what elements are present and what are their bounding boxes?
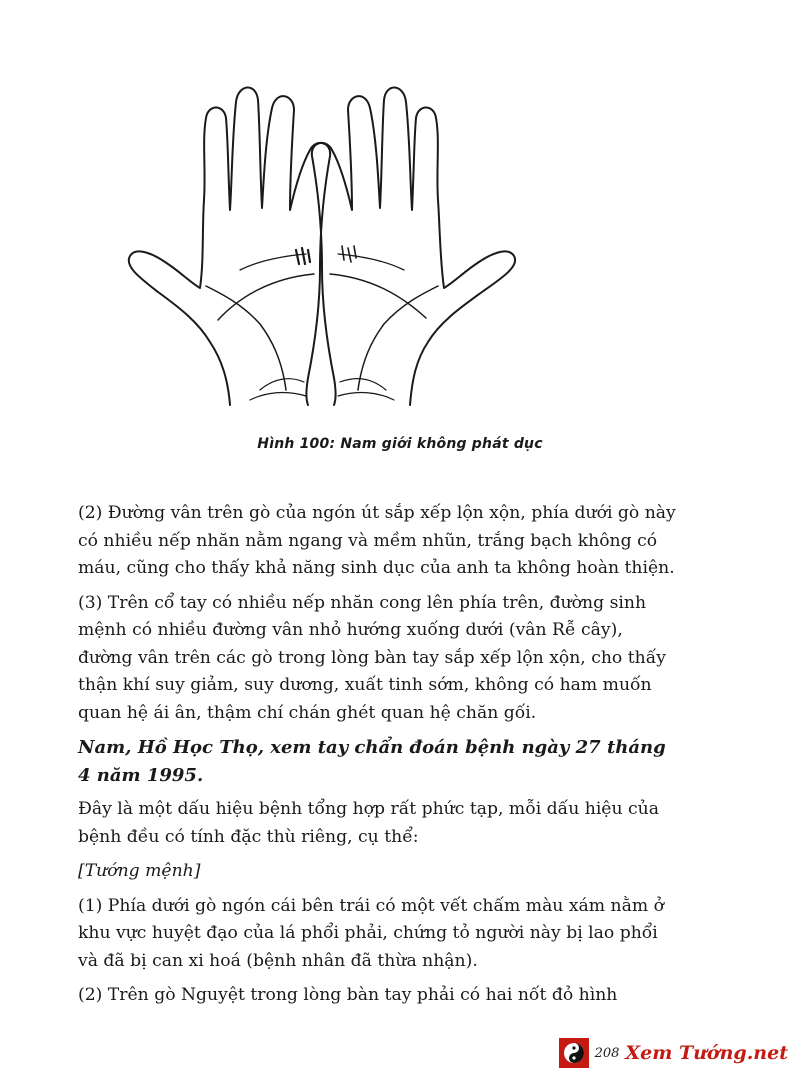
paragraph: Đây là một dấu hiệu bệnh tổng hợp rất phức tạp, mỗi dấu hiệu của bệnh đều có tính đặc thù riêng, cụ thể: (78, 799, 659, 847)
site-watermark (559, 1036, 788, 1070)
subsection-label: [Tướng mệnh] (78, 861, 201, 881)
left-hand (129, 87, 330, 405)
paragraph: (2) Đường vân trên gò của ngón út sắp xếp lộn xộn, phía dưới gò này có nhiều nếp nhăn nằm ngang và mềm nhũn, trắng bạch không có máu, cũng cho thấy khả năng sinh dục của anh ta không hoàn thiện. (78, 503, 676, 578)
palm-illustration (110, 60, 610, 420)
paragraph: (3) Trên cổ tay có nhiều nếp nhăn cong lên phía trên, đường sinh mệnh có nhiều đường vân nhỏ hướng xuống dưới (vân Rễ cây), đường vân trên các gò trong lòng bàn tay sắp xếp lộn xộn, cho thấy thận khí suy giảm, suy dương, xuất tinh sớm, không có ham muốn quan hệ ái ân, thậm chí chán ghét quan hệ chăn gối. (78, 592, 666, 723)
right-hand (312, 87, 515, 405)
paragraph: (2) Trên gò Nguyệt trong lòng bàn tay phải có hai nốt đỏ hình (78, 985, 618, 1005)
paragraph: (1) Phía dưới gò ngón cái bên trái có một vết chấm màu xám nằm ở khu vực huyệt đạo của lá phổi phải, chứng tỏ người này bị lao phổi và đã bị can xi hoá (bệnh nhân đã thừa nhận). (78, 895, 664, 971)
palms-drawing (110, 60, 610, 420)
figure-caption: Hình 100: Nam giới không phát dục (257, 436, 543, 452)
brand-logo-text: Xem Tướng.net (625, 1042, 788, 1064)
body-text (78, 500, 682, 1017)
yin-yang-icon (559, 1038, 589, 1068)
section-heading: Nam, Hồ Học Thọ, xem tay chẩn đoán bệnh ngày 27 tháng 4 năm 1995. (78, 737, 666, 786)
page-number: 208 (594, 1045, 620, 1061)
